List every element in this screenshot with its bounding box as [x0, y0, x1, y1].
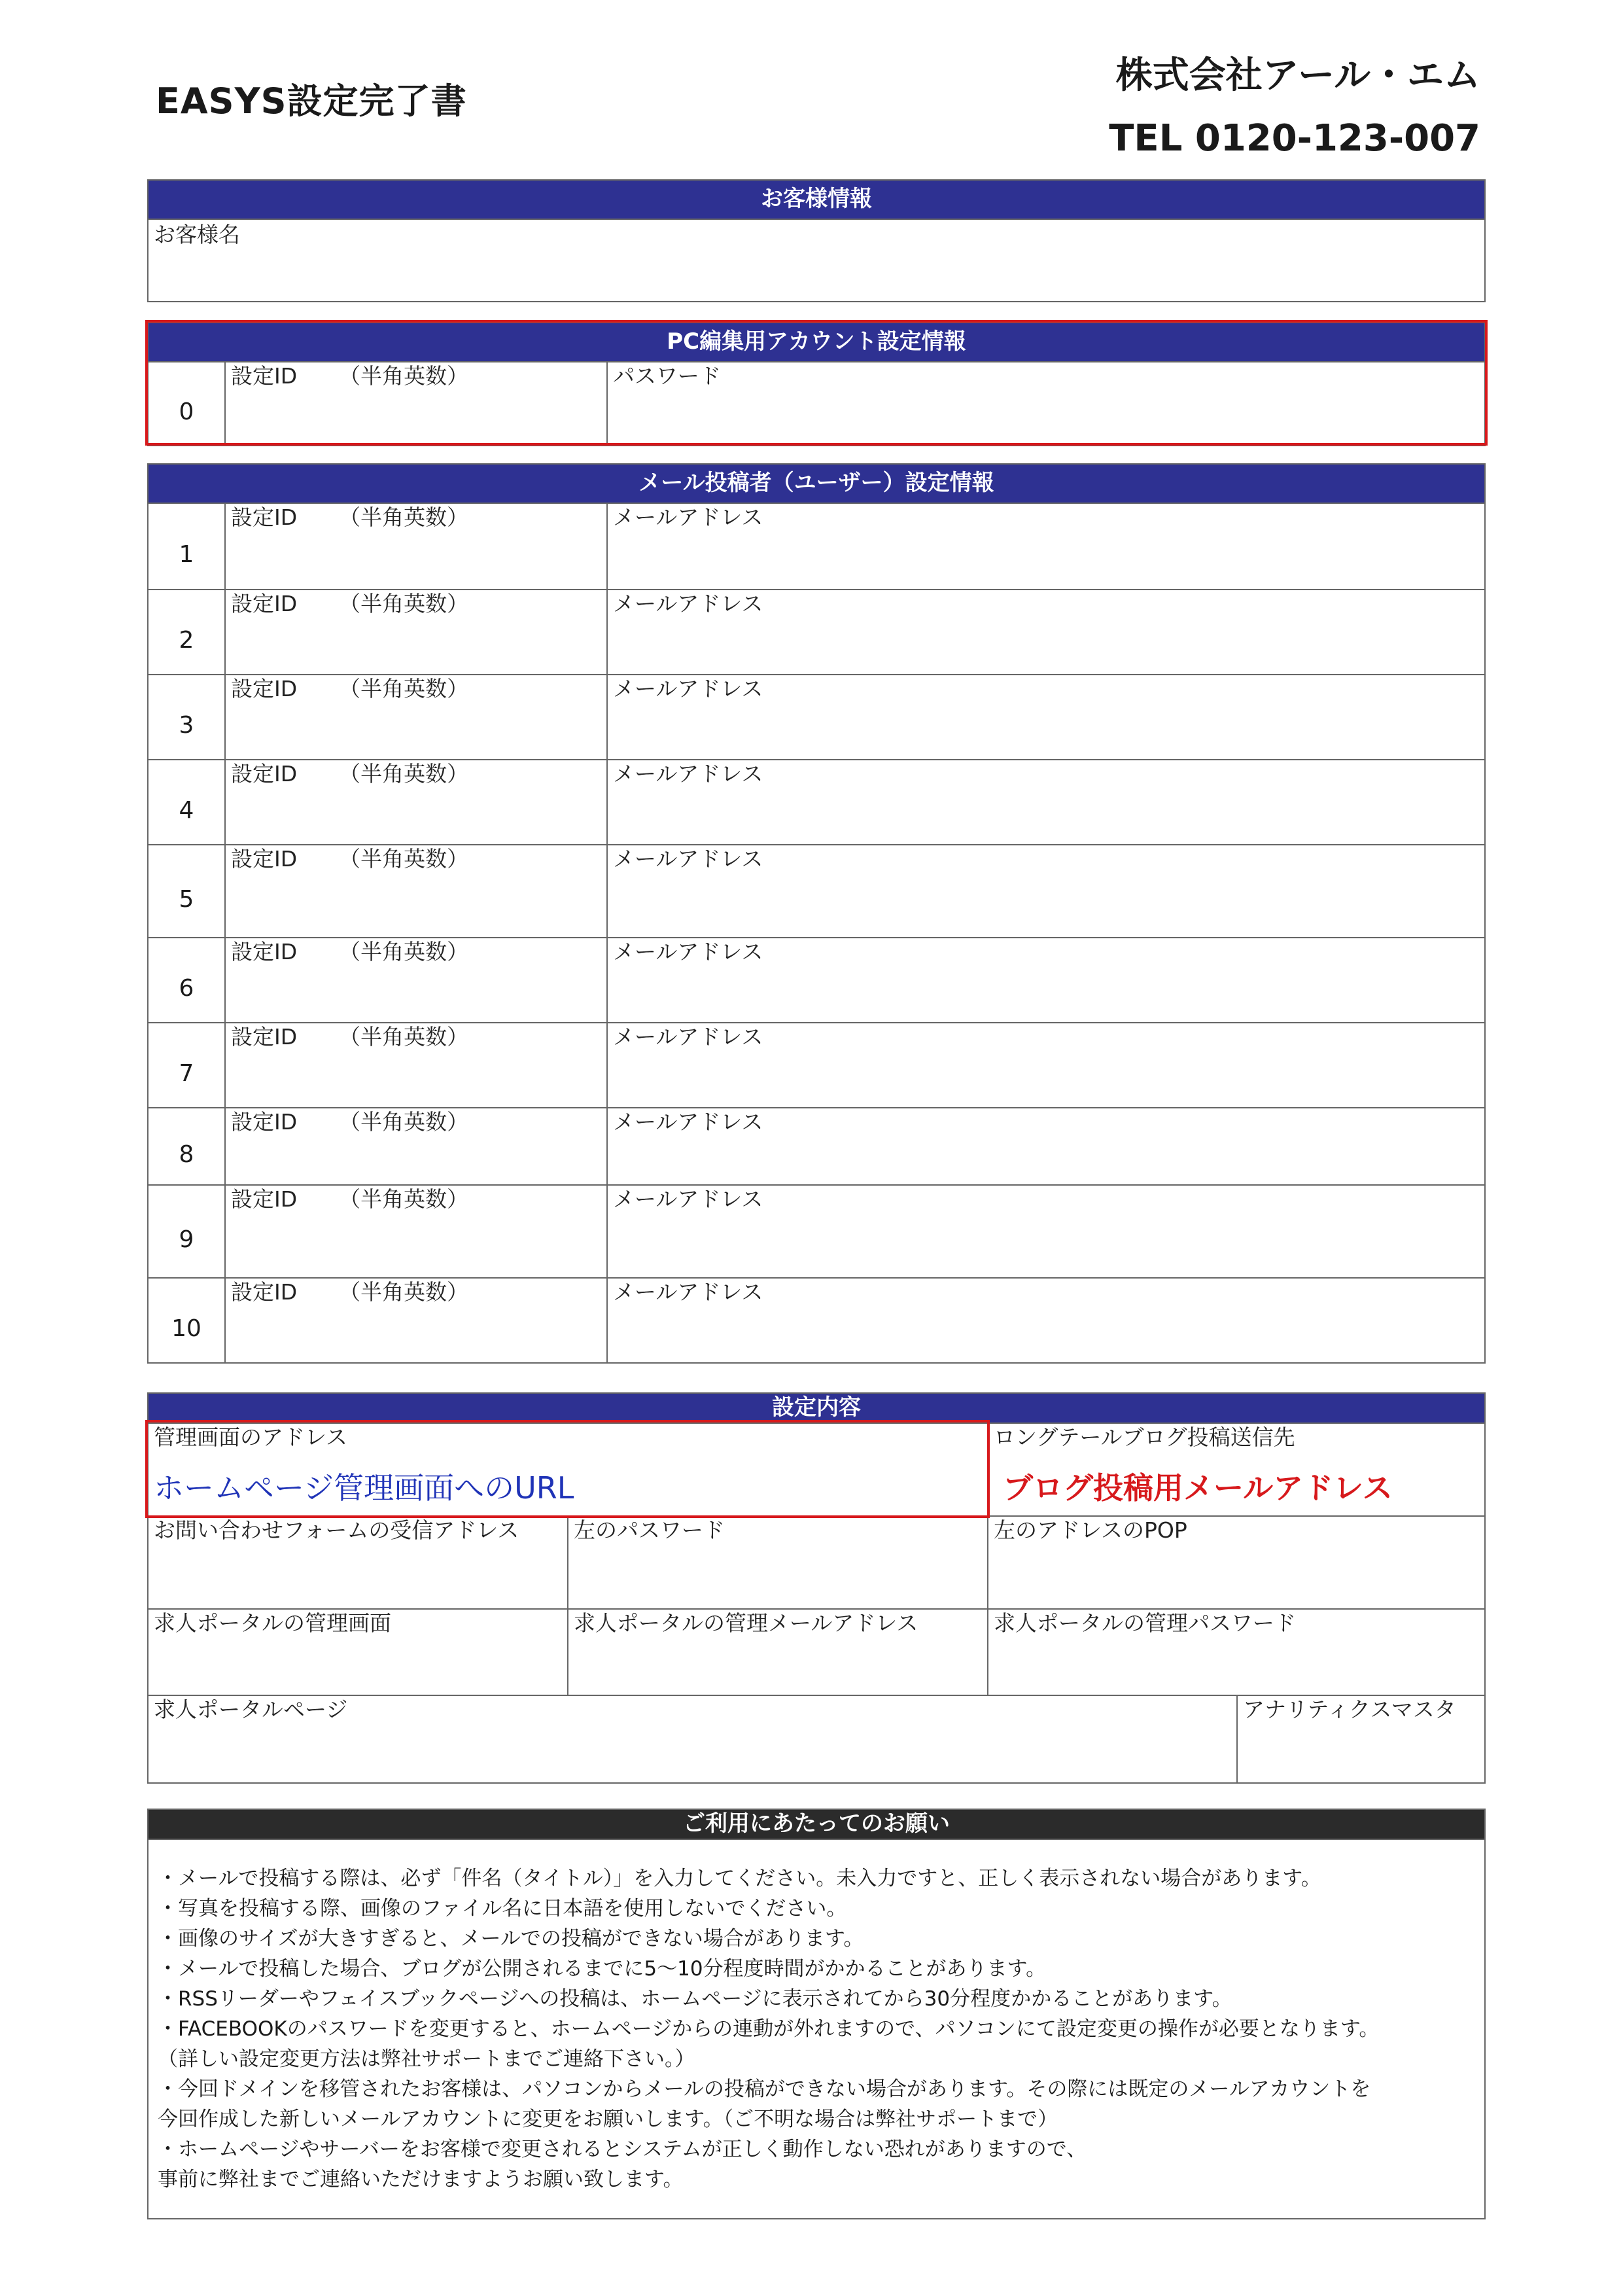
id-note: （半角英数） — [339, 363, 469, 389]
user-email-field[interactable] — [608, 590, 1484, 674]
note-line: ・ホームページやサーバーをお客様で変更されるとシステムが正しく動作しない恐れがありますので、 — [158, 2138, 1087, 2161]
note-line: ・FACEBOOKのパスワードを変更すると、ホームページからの連動が外れますので、パソコンにて設定変更の操作が必要となります。 — [158, 2017, 1380, 2041]
email-label: メールアドレス — [613, 939, 763, 964]
id-label: 設定ID — [231, 761, 298, 786]
user-email-field[interactable] — [608, 938, 1484, 1022]
note-line: ・写真を投稿する際、画像のファイル名に日本語を使用しないでください。 — [158, 1897, 847, 1920]
row-number: 1 — [148, 504, 226, 589]
row-number: 5 — [148, 845, 226, 937]
notes-heading: ご利用にあたってのお願い — [148, 1810, 1484, 1839]
job-admin-field[interactable] — [148, 1610, 568, 1695]
id-note: （半角英数） — [339, 939, 469, 964]
job-admin-label: 求人ポータルの管理画面 — [154, 1610, 391, 1636]
id-note: （半角英数） — [339, 1024, 469, 1050]
job-page-field[interactable] — [148, 1696, 1238, 1782]
left-password-label: 左のパスワード — [574, 1517, 725, 1543]
settings-row-2 — [148, 1515, 1484, 1608]
mail-user-row — [148, 674, 1484, 759]
analytics-field[interactable] — [1238, 1696, 1484, 1782]
company-name: 株式会社アール・エム — [1115, 54, 1480, 97]
user-id-field[interactable] — [226, 590, 608, 674]
mail-users-rows — [148, 503, 1484, 1362]
user-id-field[interactable] — [226, 1023, 608, 1107]
email-label: メールアドレス — [613, 1186, 763, 1212]
customer-heading: お客様情報 — [148, 181, 1484, 219]
job-page-label: 求人ポータルページ — [154, 1697, 348, 1722]
note-line: ・メールで投稿した場合、ブログが公開されるまでに5〜10分程度時間がかかることがあります。 — [158, 1957, 1047, 1981]
settings-row-3 — [148, 1608, 1484, 1695]
row-number: 2 — [148, 590, 226, 674]
id-note: （半角英数） — [339, 1186, 469, 1212]
settings-row-4 — [148, 1695, 1484, 1782]
user-id-field[interactable] — [226, 1186, 608, 1277]
mail-user-row — [148, 937, 1484, 1022]
id-note: （半角英数） — [339, 761, 469, 786]
user-id-field[interactable] — [226, 504, 608, 589]
blog-email-text: ブログ投稿用メールアドレス — [1003, 1470, 1393, 1506]
user-email-field[interactable] — [608, 1186, 1484, 1277]
pc-account-heading: PC編集用アカウント設定情報 — [148, 323, 1484, 361]
email-label: メールアドレス — [613, 761, 763, 786]
email-label: メールアドレス — [613, 1279, 763, 1305]
user-id-field[interactable] — [226, 675, 608, 759]
id-label: 設定ID — [231, 1186, 298, 1212]
note-line: ・RSSリーダーやフェイスブックページへの投稿は、ホームページに表示されてから30分程度かかることがあります。 — [158, 1987, 1232, 2011]
id-label: 設定ID — [231, 676, 298, 701]
company-block — [1109, 44, 1480, 170]
inquiry-label: お問い合わせフォームの受信アドレス — [154, 1517, 519, 1543]
user-id-field[interactable] — [226, 760, 608, 844]
user-id-field[interactable] — [226, 845, 608, 937]
user-email-field[interactable] — [608, 1108, 1484, 1184]
user-email-field[interactable] — [608, 1023, 1484, 1107]
id-label: 設定ID — [231, 1024, 298, 1050]
email-label: メールアドレス — [613, 846, 763, 872]
id-label: 設定ID — [231, 846, 298, 872]
left-password-field[interactable] — [568, 1517, 988, 1608]
id-note: （半角英数） — [339, 504, 469, 530]
mail-users-heading: メール投稿者（ユーザー）設定情報 — [148, 465, 1484, 503]
document-title: EASYS設定完了書 — [156, 80, 467, 122]
mail-user-row — [148, 1022, 1484, 1107]
user-email-field[interactable] — [608, 1279, 1484, 1362]
job-password-field[interactable] — [988, 1610, 1484, 1695]
longtail-field[interactable] — [988, 1424, 1484, 1515]
id-label: 設定ID — [231, 1279, 298, 1305]
job-mail-label: 求人ポータルの管理メールアドレス — [574, 1610, 918, 1636]
pc-id-field[interactable] — [226, 362, 608, 445]
row-number: 6 — [148, 938, 226, 1022]
id-label: 設定ID — [231, 591, 298, 616]
customer-name-field[interactable] — [148, 219, 1484, 301]
user-id-field[interactable] — [226, 1108, 608, 1184]
admin-address-label: 管理画面のアドレス — [154, 1424, 348, 1450]
longtail-label: ロングテールブログ投稿送信先 — [994, 1424, 1295, 1450]
mail-user-row — [148, 1277, 1484, 1362]
notes-body — [148, 1839, 1484, 2218]
id-label: 設定ID — [231, 1109, 298, 1135]
row-number: 4 — [148, 760, 226, 844]
analytics-label: アナリティクスマスタ — [1243, 1697, 1456, 1722]
row-number: 8 — [148, 1108, 226, 1184]
user-email-field[interactable] — [608, 675, 1484, 759]
admin-url-text: ホームページ管理画面へのURL — [154, 1470, 574, 1506]
email-label: メールアドレス — [613, 504, 763, 530]
row-number: 3 — [148, 675, 226, 759]
pc-account-row — [148, 361, 1484, 445]
note-line: ・画像のサイズが大きすぎると、メールでの投稿ができない場合があります。 — [158, 1927, 864, 1951]
id-label: 設定ID — [231, 504, 298, 530]
email-label: メールアドレス — [613, 676, 763, 701]
mail-user-row — [148, 1184, 1484, 1277]
mail-user-row — [148, 1107, 1484, 1184]
id-note: （半角英数） — [339, 846, 469, 872]
pc-password-field[interactable] — [608, 362, 1484, 445]
id-label: 設定ID — [231, 363, 298, 389]
id-label: 設定ID — [231, 939, 298, 964]
id-note: （半角英数） — [339, 676, 469, 701]
mail-user-row — [148, 503, 1484, 589]
id-note: （半角英数） — [339, 1109, 469, 1135]
left-pop-label: 左のアドレスのPOP — [994, 1517, 1187, 1543]
settings-section — [147, 1392, 1486, 1784]
mail-user-row — [148, 589, 1484, 674]
email-label: メールアドレス — [613, 1109, 763, 1135]
note-line: 今回作成した新しいメールアカウントに変更をお願いします。（ご不明な場合は弊社サポートまで） — [158, 2108, 1058, 2131]
job-password-label: 求人ポータルの管理パスワード — [994, 1610, 1296, 1636]
note-line: ・今回ドメインを移管されたお客様は、パソコンからメールの投稿ができない場合があります。その際には既定のメールアカウントを — [158, 2077, 1371, 2101]
left-pop-field[interactable] — [988, 1517, 1484, 1608]
mail-user-row — [148, 759, 1484, 844]
row-number: 9 — [148, 1186, 226, 1277]
settings-row-1 — [148, 1422, 1484, 1515]
password-label: パスワード — [613, 363, 721, 389]
row-number: 7 — [148, 1023, 226, 1107]
job-mail-field[interactable] — [568, 1610, 988, 1695]
notes-section — [147, 1809, 1486, 2219]
mail-users-section — [147, 463, 1486, 1364]
user-email-field[interactable] — [608, 760, 1484, 844]
user-id-field[interactable] — [226, 938, 608, 1022]
user-id-field[interactable] — [226, 1279, 608, 1362]
inquiry-address-field[interactable] — [148, 1517, 568, 1608]
mail-user-row — [148, 844, 1484, 937]
customer-section — [147, 179, 1486, 302]
note-line: 事前に弊社までご連絡いただけますようお願い致します。 — [158, 2168, 684, 2191]
row-number: 10 — [148, 1279, 226, 1362]
customer-name-label: お客様名 — [154, 222, 240, 247]
id-note: （半角英数） — [339, 1279, 469, 1305]
email-label: メールアドレス — [613, 591, 763, 616]
settings-heading: 設定内容 — [148, 1394, 1484, 1422]
email-label: メールアドレス — [613, 1024, 763, 1050]
admin-address-field[interactable] — [148, 1424, 988, 1515]
company-tel: TEL 0120-123-007 — [1109, 117, 1480, 160]
pc-account-section — [147, 322, 1486, 446]
user-email-field[interactable] — [608, 504, 1484, 589]
note-line: （詳しい設定変更方法は弊社サポートまでご連絡下さい。） — [158, 2047, 695, 2071]
row-number: 0 — [148, 362, 226, 445]
note-line: ・メールで投稿する際は、必ず「件名（タイトル）」を入力してください。未入力ですと、正しく表示されない場合があります。 — [158, 1867, 1321, 1890]
user-email-field[interactable] — [608, 845, 1484, 937]
id-note: （半角英数） — [339, 591, 469, 616]
